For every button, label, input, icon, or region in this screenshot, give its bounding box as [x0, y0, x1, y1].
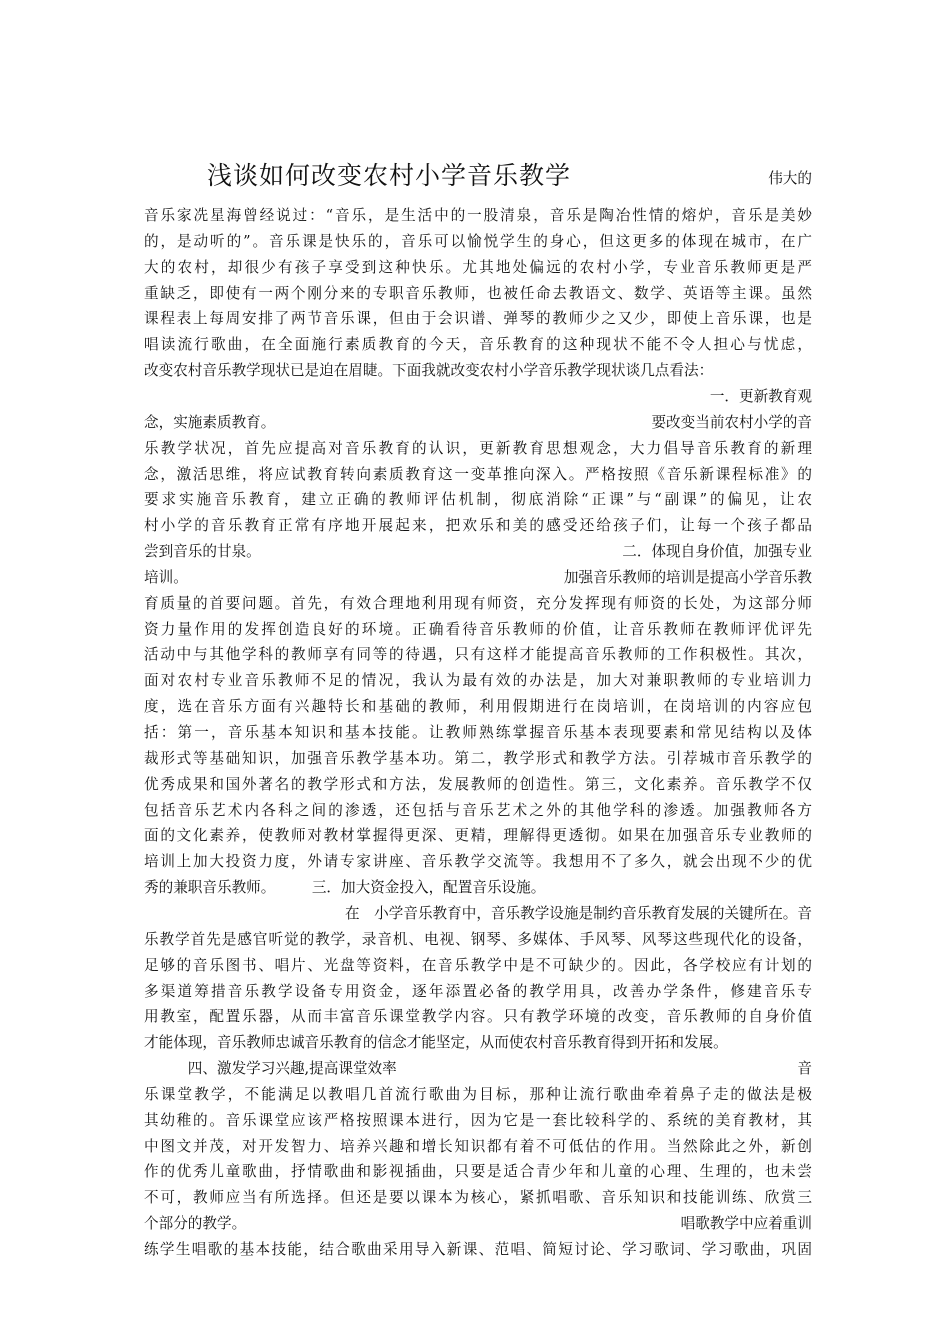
line-left-text: 改变农村音乐教学现状已是迫在眉睫。下面我就改变农村小学音乐教学现状谈几点看法： [144, 362, 714, 380]
body-line: 乐课堂教学，不能满足以教唱几首流行歌曲为目标，那种让流行歌曲牵着鼻子走的做法是极 [144, 1085, 812, 1103]
body-line [144, 384, 812, 410]
body-line: 优秀成果和国外著名的教学形式和方法，发展教师的创造性。第三，文化素养。音乐教学不仅 [144, 775, 812, 793]
body-line [144, 410, 812, 436]
body-line: 其幼稚的。音乐课堂应该严格按照课本进行，因为它是一套比较科学的、系统的美育教材，其 [144, 1111, 812, 1129]
body-line [144, 901, 812, 927]
line-left-text: 秀的兼职音乐教师。 三．加大资金投入，配置音乐设施。 [144, 879, 546, 897]
body-line: 度，选在音乐方面有兴趣特长和基础的教师，利用假期进行在岗培训，在岗培训的内容应包 [144, 698, 812, 716]
line-right-text: 唱歌教学中应着重训 [680, 1215, 812, 1233]
body-line: 作的优秀儿童歌曲，抒情歌曲和影视插曲，只要是适合青少年和儿童的心理、生理的，也未尝 [144, 1163, 812, 1181]
body-line [144, 358, 812, 384]
body-line: 乐教学首先是感官听觉的教学，录音机、电视、钢琴、多媒体、手风琴、风琴这些现代化的设备， [144, 930, 812, 948]
body-line: 重缺乏，即使有一两个刚分来的专职音乐教师，也被任命去教语文、数学、英语等主课。虽然 [144, 284, 812, 302]
body-line: 要求实施音乐教育，建立正确的教师评估机制，彻底消除“正课”与“副课”的偏见，让农 [144, 491, 812, 509]
body-line: 唱读流行歌曲，在全面施行素质教育的今天，音乐教育的这种现状不能不令人担心与忧虑， [144, 336, 812, 354]
body-line: 大的农村，却很少有孩子享受到这种快乐。尤其地处偏远的农村小学，专业音乐教师更是严 [144, 258, 812, 276]
line-left-text: 个部分的教学。 [144, 1215, 247, 1233]
body-line: 音乐家冼星海曾经说过：“音乐，是生活中的一股清泉，音乐是陶冶性情的熔炉，音乐是美妙 [144, 207, 812, 224]
body-line: 包括音乐艺术内各科之间的渗透，还包括与音乐艺术之外的其他学科的渗透。加强教师各方 [144, 801, 812, 819]
line-right-text: 在 小学音乐教育中，音乐教学设施是制约音乐教育发展的关键所在。音 [344, 904, 812, 922]
body-line: 的，是动听的”。音乐课是快乐的，音乐可以愉悦学生的身心，但这更多的体现在城市，在广 [144, 232, 812, 250]
line-right-text: 伟大的 [768, 170, 812, 187]
line-right-text: 二．体现自身价值，加强专业 [622, 543, 812, 561]
line-right-text: 要改变当前农村小学的音 [651, 413, 812, 431]
body-line [144, 875, 812, 901]
line-right-text: 音 [797, 1060, 812, 1078]
line-right-text: 一．更新教育观 [709, 387, 812, 405]
body-line [144, 166, 812, 192]
body-line: 括：第一，音乐基本知识和基本技能。让教师熟练掌握音乐基本表现要素和常见结构以及体 [144, 724, 812, 741]
document-title: 浅谈如何改变农村小学音乐教学 [207, 161, 572, 190]
body-line: 资力量作用的发挥创造良好的环境。正确看待音乐教师的价值，让音乐教师在教师评优评先 [144, 620, 812, 638]
body-line: 念，激活思维，将应试教育转向素质教育这一变革推向深入。严格按照《音乐新课程标准》的 [144, 465, 812, 483]
body-line: 村小学的音乐教育正常有序地开展起来，把欢乐和美的感受还给孩子们，让每一个孩子都品 [144, 517, 812, 535]
body-line: 中图文并茂，对开发智力、培养兴趣和增长知识都有着不可低估的作用。当然除此之外，新创 [144, 1137, 812, 1155]
body-line: 活动中与其他学科的教师享有同等的待遇，只有这样才能提高音乐教师的工作积极性。其次， [144, 646, 812, 664]
body-line [144, 1030, 812, 1056]
body-line [144, 1211, 812, 1237]
body-line [144, 1056, 812, 1082]
body-line: 培训上加大投资力度，外请专家讲座、音乐教学交流等。我想用不了多久，就会出现不少的优 [144, 853, 812, 871]
line-right-text: 加强音乐教师的培训是提高小学音乐教 [563, 568, 812, 586]
body-line: 乐教学状况，首先应提高对音乐教育的认识，更新教育思想观念，大力倡导音乐教育的新理 [144, 439, 812, 457]
body-line: 多渠道筹措音乐教学设备专用资金，逐年添置必备的教学用具，改善办学条件，修建音乐专 [144, 982, 812, 1000]
body-line: 育质量的首要问题。首先，有效合理地利用现有师资，充分发挥现有师资的长处，为这部分师 [144, 594, 812, 612]
line-left-text: 尝到音乐的甘泉。 [144, 543, 261, 561]
line-left-text: 培训。 [144, 568, 188, 586]
body-line: 面的文化素养，使教师对教材掌握得更深、更精，理解得更透彻。如果在加强音乐专业教师的 [144, 827, 812, 845]
body-line: 足够的音乐图书、唱片、光盘等资料，在音乐教学中是不可缺少的。因此，各学校应有计划的 [144, 956, 812, 974]
body-line: 课程表上每周安排了两节音乐课，但由于会识谱、弹琴的教师少之又少，即使上音乐课，也是 [144, 310, 812, 328]
body-line: 裁形式等基础知识，加强音乐教学基本功。第二，教学形式和教学方法。引荐城市音乐教学的 [144, 749, 812, 767]
line-left-text: 念，实施素质教育。 [144, 413, 276, 431]
body-line [144, 565, 812, 591]
body-line: 练学生唱歌的基本技能，结合歌曲采用导入新课、范唱、简短讨论、学习歌词、学习歌曲，巩固 [144, 1241, 812, 1258]
body-line: 不可，教师应当有所选择。但还是要以课本为核心，紧抓唱歌、音乐知识和技能训练、欣赏三 [144, 1189, 812, 1207]
line-left-text: 才能体现，音乐教师忠诚音乐教育的信念才能坚定，从而使农村音乐教育得到开拓和发展。 [144, 1034, 728, 1052]
body-line: 面对农村专业音乐教师不足的情况，我认为最有效的办法是，加大对兼职教师的专业培训力 [144, 672, 812, 690]
body-line [144, 539, 812, 565]
line-left-text: 四、激发学习兴趣,提高课堂效率 [144, 1060, 397, 1078]
body-line: 用教室，配置乐器，从而丰富音乐课堂教学内容。只有教学环境的改变，音乐教师的自身价值 [144, 1008, 812, 1026]
